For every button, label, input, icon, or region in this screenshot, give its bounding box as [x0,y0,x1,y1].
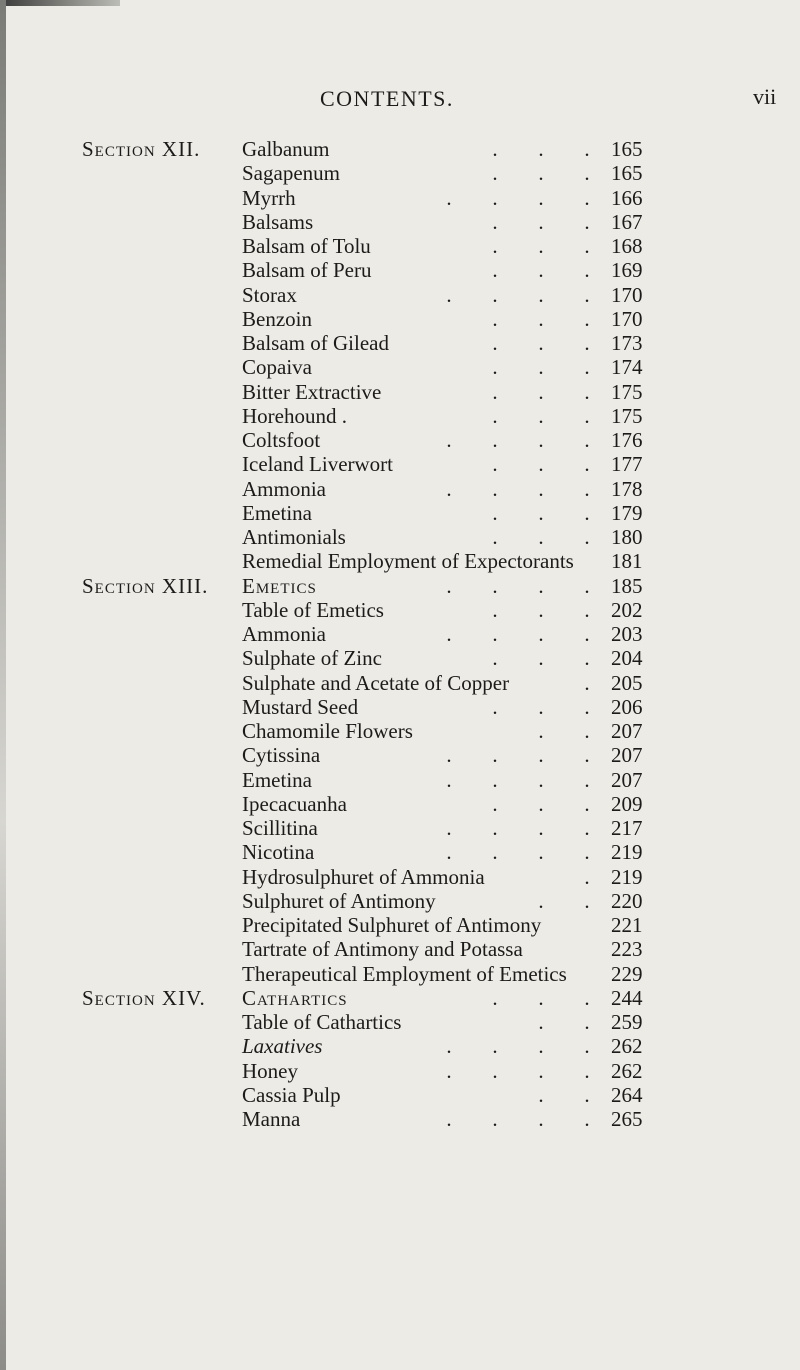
entry-title: Balsam of Peru [242,258,372,283]
dot-leader: . . [538,888,590,913]
entry-page-number: 262 [611,1034,643,1059]
entry-title: Emetina [242,500,312,525]
entry-page-number: 177 [611,452,643,477]
entry-page-number: 176 [611,428,643,452]
entry-title: Galbanum [242,137,330,161]
entry-title: Bitter Extractive [242,379,382,404]
entry-page-number: 168 [611,234,643,258]
entry-title: Sulphate of Zinc [242,646,382,671]
entry-page-number: 244 [611,985,643,1010]
toc-entry [82,283,682,307]
toc-entry [82,477,682,501]
entry-title: Balsam of Gilead [242,331,389,355]
toc-entry [82,1034,682,1058]
toc-entry [82,986,682,1010]
entry-title: Chamomile Flowers [242,719,413,743]
toc-entry [82,598,682,622]
entry-title: Iceland Liverwort [242,452,394,477]
entry-page-number: 203 [611,622,643,646]
toc-entry [82,234,682,258]
toc-entry [82,574,682,598]
entry-title: Tartrate of Antimony and Potassa [242,937,523,962]
dot-leader: . . . [492,646,590,671]
entry-page-number: 219 [611,864,643,889]
entry-page-number: 207 [611,767,643,792]
entry-title: Cathartics [242,985,348,1010]
toc-entry [82,792,682,816]
section-label: Section XII. [82,137,201,161]
toc-entry [82,671,682,695]
toc-entry [82,501,682,525]
entry-page-number: 207 [611,743,643,768]
entry-page-number: 202 [611,597,643,622]
toc-entry [82,1107,682,1131]
entry-title: Coltsfoot [242,428,321,452]
toc-entry [82,210,682,234]
toc-entry [82,622,682,646]
entry-title: Table of Emetics [242,597,384,622]
entry-page-number: 170 [611,306,643,331]
entry-title: Manna [242,1107,301,1131]
entry-title: Scillitina [242,816,318,840]
entry-page-number: 178 [611,476,643,501]
entry-title: Emetina [242,767,312,792]
entry-page-number: 180 [611,525,643,549]
entry-title: Table of Cathartics [242,1010,402,1034]
dot-leader: . . . . [446,840,590,865]
dot-leader: . . . [492,452,590,477]
entry-title: Sulphate and Acetate of Copper [242,670,510,695]
entry-title: Therapeutical Employment of Emetics [242,961,567,986]
dot-leader: . . . [492,694,590,719]
toc-entry [82,525,682,549]
entry-page-number: 209 [611,791,643,816]
entry-title: Cytissina [242,743,321,768]
dot-leader: . . . . [446,767,590,792]
dot-leader: . . . [492,209,590,234]
entry-page-number: 217 [611,816,643,840]
toc-entry [82,258,682,282]
entry-title: Storax [242,282,297,307]
toc-entry [82,865,682,889]
dot-leader: . . [538,719,590,743]
entry-page-number: 165 [611,137,643,161]
entry-page-number: 173 [611,331,643,355]
entry-page-number: 259 [611,1010,643,1034]
toc-entry [82,719,682,743]
entry-title: Ipecacuanha [242,791,347,816]
entry-page-number: 175 [611,379,643,404]
toc-entry [82,962,682,986]
entry-title: Balsams [242,209,314,234]
dot-leader: . . [538,1010,590,1034]
toc-entry [82,816,682,840]
toc-entry [82,1083,682,1107]
dot-leader: . . . [492,331,590,355]
toc-entry [82,137,682,161]
entry-page-number: 185 [611,573,643,598]
entry-page-number: 221 [611,913,643,937]
entry-title: Sulphuret of Antimony [242,888,436,913]
toc-entry [82,1010,682,1034]
entry-page-number: 204 [611,646,643,671]
entry-title: Horehound . [242,403,347,428]
entry-title: Antimonials [242,525,346,549]
entry-page-number: 179 [611,500,643,525]
running-title: CONTENTS. [320,86,454,111]
page-number: vii [753,84,777,109]
toc-entry [82,549,682,573]
toc-entry [82,1059,682,1083]
entry-page-number: 181 [611,549,643,574]
entry-page-number: 175 [611,403,643,428]
dot-leader: . . . . [446,185,590,210]
section-label: Section XIII. [82,573,209,598]
toc-entry [82,646,682,670]
entry-title: Benzoin [242,306,312,331]
table-of-contents [82,137,682,1131]
entry-title: Ammonia [242,622,326,646]
section-label: Section XIV. [82,985,206,1010]
entry-page-number: 166 [611,185,643,210]
entry-title: Sagapenum [242,161,340,186]
entry-page-number: 167 [611,209,643,234]
entry-page-number: 205 [611,670,643,695]
entry-page-number: 219 [611,840,643,865]
entry-title: Mustard Seed [242,694,359,719]
toc-entry [82,428,682,452]
dot-leader: . . . [492,500,590,525]
dot-leader: . . . [492,306,590,331]
dot-leader: . . . . [446,1107,590,1131]
dot-leader: . . . [492,597,590,622]
toc-entry [82,695,682,719]
entry-title: Honey [242,1058,298,1083]
entry-title: Laxatives [242,1034,323,1059]
entry-page-number: 262 [611,1058,643,1083]
dot-leader: . . . . [446,428,590,452]
dot-leader: . . . . [446,282,590,307]
toc-entry [82,452,682,476]
dot-leader: . . . [492,985,590,1010]
entry-page-number: 169 [611,258,643,283]
entry-title: Remedial Employment of Expectorants [242,549,574,574]
entry-title: Precipitated Sulphuret of Antimony [242,913,542,937]
dot-leader: . . [538,1082,590,1107]
entry-title: Emetics [242,573,317,598]
dot-leader: . . . . [446,743,590,768]
dot-leader: . [584,670,590,695]
entry-page-number: 207 [611,719,643,743]
dot-leader: . . . [492,525,590,549]
entry-title: Balsam of Tolu [242,234,371,258]
entry-page-number: 265 [611,1107,643,1131]
entry-page-number: 170 [611,282,643,307]
toc-entry [82,913,682,937]
dot-leader: . . . [492,137,590,161]
entry-title: Copaiva [242,355,312,380]
entry-page-number: 174 [611,355,643,380]
toc-entry [82,404,682,428]
toc-entry [82,889,682,913]
entry-page-number: 165 [611,161,643,186]
entry-page-number: 223 [611,937,643,962]
dot-leader: . . . [492,161,590,186]
entry-title: Cassia Pulp [242,1082,341,1107]
toc-entry [82,380,682,404]
entry-title: Nicotina [242,840,315,865]
dot-leader: . . . [492,234,590,258]
entry-page-number: 220 [611,888,643,913]
dot-leader: . . . . [446,573,590,598]
dot-leader: . . . . [446,476,590,501]
toc-entry [82,186,682,210]
entry-title: Hydrosulphuret of Ammonia [242,864,485,889]
toc-entry [82,307,682,331]
dot-leader: . . . [492,791,590,816]
dot-leader: . . . [492,379,590,404]
toc-entry [82,937,682,961]
dot-leader: . . . . [446,1034,590,1059]
dot-leader: . . . [492,258,590,283]
toc-entry [82,743,682,767]
entry-page-number: 264 [611,1082,643,1107]
entry-title: Myrrh [242,185,296,210]
dot-leader: . . . [492,355,590,380]
dot-leader: . . . . [446,816,590,840]
toc-entry [82,355,682,379]
toc-entry [82,161,682,185]
dot-leader: . [584,864,590,889]
toc-entry [82,768,682,792]
dot-leader: . . . . [446,1058,590,1083]
dot-leader: . . . . [446,622,590,646]
entry-title: Ammonia [242,476,326,501]
entry-page-number: 206 [611,694,643,719]
dot-leader: . . . [492,403,590,428]
entry-page-number: 229 [611,961,643,986]
toc-entry [82,331,682,355]
toc-entry [82,840,682,864]
